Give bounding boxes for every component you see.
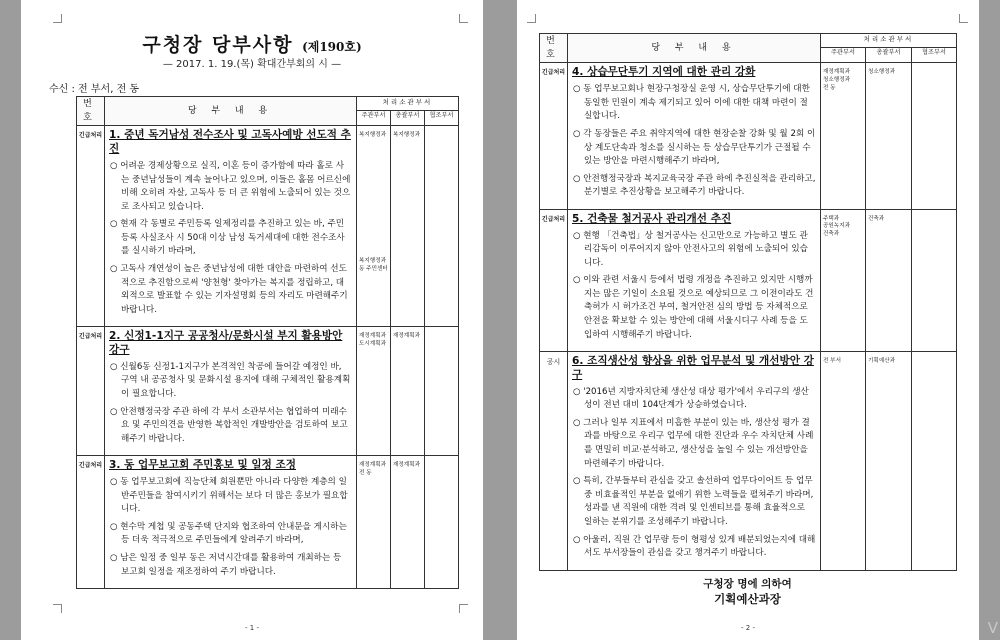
row-mark: 긴급처리	[540, 63, 568, 209]
support-dept-cell	[425, 327, 459, 456]
directive-title: 1. 중년 독거남성 전수조사 및 고독사예방 선도적 추진	[109, 129, 351, 156]
margin-marker-top-right	[959, 14, 968, 23]
directive-bullet: ○ 현행 「건축법」상 철거공사는 신고만으로 가능하고 별도 관리감독이 이루어지지 않아 안전사고의 위험에 노출되어 있습니다.	[573, 230, 808, 268]
lead-dept-cell	[821, 63, 866, 209]
margin-marker-bottom-left	[53, 604, 62, 613]
dept-name: 기획예산과	[868, 358, 896, 365]
directive-bullet: ○ 이와 관련 서울시 등에서 법령 개정을 추진하고 있지만 시행까지는 많은 기일이 소요될 것으로 예상되므로 그 이전이라도 건축허가 시 허가조건 부여, 철거안전 심의 방법 등 자체적으로 안전을 확보할 수 있는 방안에 대해 서울시디구 사례 등을 도입하여 시행해주기 바랍니다.	[573, 275, 814, 340]
margin-marker-top-left	[53, 14, 62, 23]
closing-authority: 구청장 명에 의하여	[703, 578, 792, 590]
title-text: 구청장 당부사항	[142, 34, 294, 56]
header-cooperate-dept: 총괄부서	[866, 48, 912, 63]
dept-name: 복지행정과	[359, 257, 387, 264]
cooperate-dept-cell	[866, 209, 912, 351]
support-dept-cell	[912, 63, 957, 209]
directive-title: 3. 동 업무보고회 주민홍보 및 일정 조정	[109, 459, 297, 472]
dept-name: 건축과	[823, 230, 840, 237]
dept-name: 공원녹지과	[823, 223, 851, 230]
directive-bullet: ○ 동 업무보고회에 직능단체 회원뿐만 아니라 다양한 계층의 일반주민들을 참여시키기 위해서는 보다 더 많은 홍보가 필요합니다.	[110, 477, 348, 515]
dept-name: 복지행정과	[359, 132, 387, 139]
row-mark: 긴급처리	[540, 209, 568, 351]
header-lead-dept: 주관부서	[357, 111, 391, 126]
dept-name: 전 동	[823, 84, 836, 91]
corner-watermark: V	[987, 619, 998, 637]
lead-dept-cell	[357, 327, 391, 456]
header-support-dept: 협조부서	[425, 111, 459, 126]
document-page-1	[21, 0, 483, 640]
support-dept-cell	[912, 209, 957, 351]
cooperate-dept-cell	[391, 126, 425, 327]
header-number: 번호	[77, 97, 105, 126]
dept-name: 재정계획과	[359, 462, 387, 469]
directive-table-page-2	[539, 33, 957, 571]
margin-marker-top-right	[459, 14, 468, 23]
page-number: - 2 -	[741, 624, 755, 632]
directive-bullet: ○ 아울러, 직원 간 업무량 등이 형평성 있게 배분되었는지에 대해서도 부서장들이 관심을 갖고 챙겨주기 바랍니다.	[573, 534, 816, 559]
directive-table-page-1	[76, 96, 459, 589]
row-mark: 긴급처리	[77, 327, 105, 456]
dept-name: 재정계획과	[359, 333, 387, 340]
cooperate-dept-cell	[391, 327, 425, 456]
directive-content	[568, 63, 821, 209]
directive-bullet: ○ 남은 일정 중 일부 동은 저녁시간대를 활용하여 개최하는 등 보고회 일정을 재조정하여 주기 바랍니다.	[110, 552, 342, 577]
table-row	[77, 456, 459, 589]
directive-content	[568, 209, 821, 351]
header-content: 당 부 내 용	[568, 34, 821, 63]
cooperate-dept-cell	[866, 63, 912, 209]
dept-name: 도시계획과	[359, 340, 387, 347]
cooperate-dept-cell	[391, 456, 425, 589]
directive-bullet: ○ 동 업무보고회나 현장구청장실 운영 시, 상습무단투기에 대한 동일한 민원이 계속 제기되고 있어 이에 대한 대책 마련이 절실합니다.	[573, 84, 810, 122]
directive-content	[105, 327, 357, 456]
closing-department: 기획예산과장	[714, 592, 781, 606]
dept-name: 주택과	[823, 215, 840, 222]
directive-bullet: ○ 현수막 게첩 및 공동주택 단지와 협조하여 안내문을 게시하는 등 더욱 적극적으로 주민들에게 알려주기 바라며,	[110, 521, 347, 546]
lead-dept-cell	[821, 209, 866, 351]
directive-bullet: ○ 안전행정국장과 복지교육국장 주관 하에 추진실적을 관리하고, 분기별로 추진상황을 보고해주기 바랍니다.	[573, 173, 816, 198]
dept-name: 재정계획과	[393, 333, 421, 340]
margin-marker-bottom-right	[459, 604, 468, 613]
support-dept-cell	[425, 456, 459, 589]
row-mark: 긴급처리	[77, 126, 105, 327]
dept-name: 동 주민센터	[359, 265, 388, 272]
document-page-2	[517, 0, 979, 640]
support-dept-cell	[912, 352, 957, 570]
dept-name: 복지행정과	[393, 132, 421, 139]
document-title	[21, 30, 483, 57]
dept-name: 재정계획과	[393, 462, 421, 469]
directive-bullet: ○ 그러나 일부 지표에서 미흡한 부분이 있는 바, 생산성 평가 결과를 바탕으로 우리구 업무에 대한 진단과 우수 자치단체 사례를 면밀히 비교·분석하고, 생산성을 높일 수 있는 개선방안을 마련해주기 바랍니다.	[573, 417, 814, 469]
lead-dept-cell	[357, 456, 391, 589]
margin-marker-top-left	[527, 14, 536, 23]
dept-name: 청소행정과	[823, 76, 851, 83]
directive-content	[568, 352, 821, 570]
directive-title: 4. 상습무단투기 지역에 대한 관리 강화	[572, 66, 756, 79]
directive-bullet: ○ 어려운 경제상황으로 실직, 이혼 등이 증가함에 따라 홀로 사는 중년남성들이 계속 늘어나고 있으며, 이들은 홀몸 어르신에 비해 오히려 자살, 고독사 등 더 큰 위험에 노출되어 있는 것으로 조사되고 있습니다.	[110, 160, 351, 212]
recipients-line: 수신 : 전 부서, 전 동	[49, 84, 140, 95]
header-processing: 처리소관부서	[357, 97, 459, 111]
table-row	[540, 63, 957, 209]
directive-bullet: ○ 특히, 간부들부터 관심을 갖고 솔선하여 업무다이어트 등 업무 중 비효율적인 부분을 없애기 위한 노력들을 펼쳐주기 바라며, 성과를 낸 직원에 대한 격려 및 인센티브를 통해 효율적으로 일하는 분위기를 조성해주기 바랍니다.	[573, 476, 814, 527]
header-lead-dept: 주관부서	[821, 48, 866, 63]
dept-name: 청소행정과	[868, 69, 896, 76]
lead-dept-cell	[357, 126, 391, 327]
directive-content	[105, 456, 357, 589]
lead-dept-cell	[821, 352, 866, 570]
directive-bullet: ○ 고독사 개연성이 높은 중년남성에 대한 대안을 마련하여 선도적으로 추진함으로써 '양천형' 찾아가는 복지를 정립하고, 대외적으로 발표할 수 있는 기자설명회 등의 자리도 마련해주기 바랍니다.	[110, 264, 348, 315]
table-row	[540, 209, 957, 351]
directive-bullet: ○ 신월6동 신정1-1지구가 본격적인 착공에 들어갈 예정인 바, 구역 내 공공청사 및 문화시설 용지에 대해 구체적인 활용계획이 필요합니다.	[110, 361, 351, 400]
table-row	[77, 126, 459, 327]
directive-title: 2. 신정1-1지구 공공청사/문화시설 부지 활용방안 강구	[109, 330, 343, 357]
dept-name	[359, 258, 389, 273]
directive-bullet: ○ 각 동장들은 주요 취약지역에 대한 현장순찰 강화 및 월 2회 이상 계도단속과 청소를 실시하는 등 상습무단투기가 근절될 수 있는 방안을 마련시행해주기 바라며,	[573, 128, 816, 167]
dept-name: 전 부서	[823, 358, 841, 365]
header-number: 번호	[540, 34, 568, 63]
header-cooperate-dept: 총괄부서	[391, 111, 425, 126]
row-mark: 공시	[540, 352, 568, 570]
meeting-dateline: — 2017. 1. 19.(목) 확대간부회의 시 —	[162, 59, 342, 70]
header-processing: 처리소관부서	[821, 34, 957, 48]
dept-name: 재정계획과	[823, 69, 851, 76]
page-number: - 1 -	[245, 624, 259, 632]
row-mark: 긴급처리	[77, 456, 105, 589]
cooperate-dept-cell	[866, 352, 912, 570]
table-row	[540, 352, 957, 570]
directive-title: 5. 건축물 철거공사 관리개선 추진	[572, 212, 732, 225]
issue-number: (제190호)	[302, 40, 362, 54]
dept-name: 전 동	[359, 469, 372, 476]
directive-content	[105, 126, 357, 327]
directive-bullet: ○ '2016년 지방자치단체 생산성 대상 평가'에서 우리구의 생산성이 전년 대비 104단계가 상승하였습니다.	[573, 386, 809, 411]
directive-title: 6. 조직생산성 향상을 위한 업무분석 및 개선방안 강구	[572, 355, 814, 381]
support-dept-cell	[425, 126, 459, 327]
directive-bullet: ○ 안전행정국장 주관 하에 각 부서 소관부서는 협업하여 미래수요 및 주민의견을 반영한 복합적인 개발방안을 검토하여 보고해주기 바랍니다.	[110, 406, 348, 444]
header-content: 당 부 내 용	[105, 97, 357, 126]
table-row	[77, 327, 459, 456]
dept-name: 건축과	[868, 215, 885, 222]
directive-bullet: ○ 현재 각 동별로 주민등록 일제정리를 추진하고 있는 바, 주민등록 사실조사 시 50대 이상 남성 독거세대에 대한 전수조사를 실시하기 바라며,	[110, 219, 345, 257]
header-support-dept: 협조부서	[912, 48, 957, 63]
